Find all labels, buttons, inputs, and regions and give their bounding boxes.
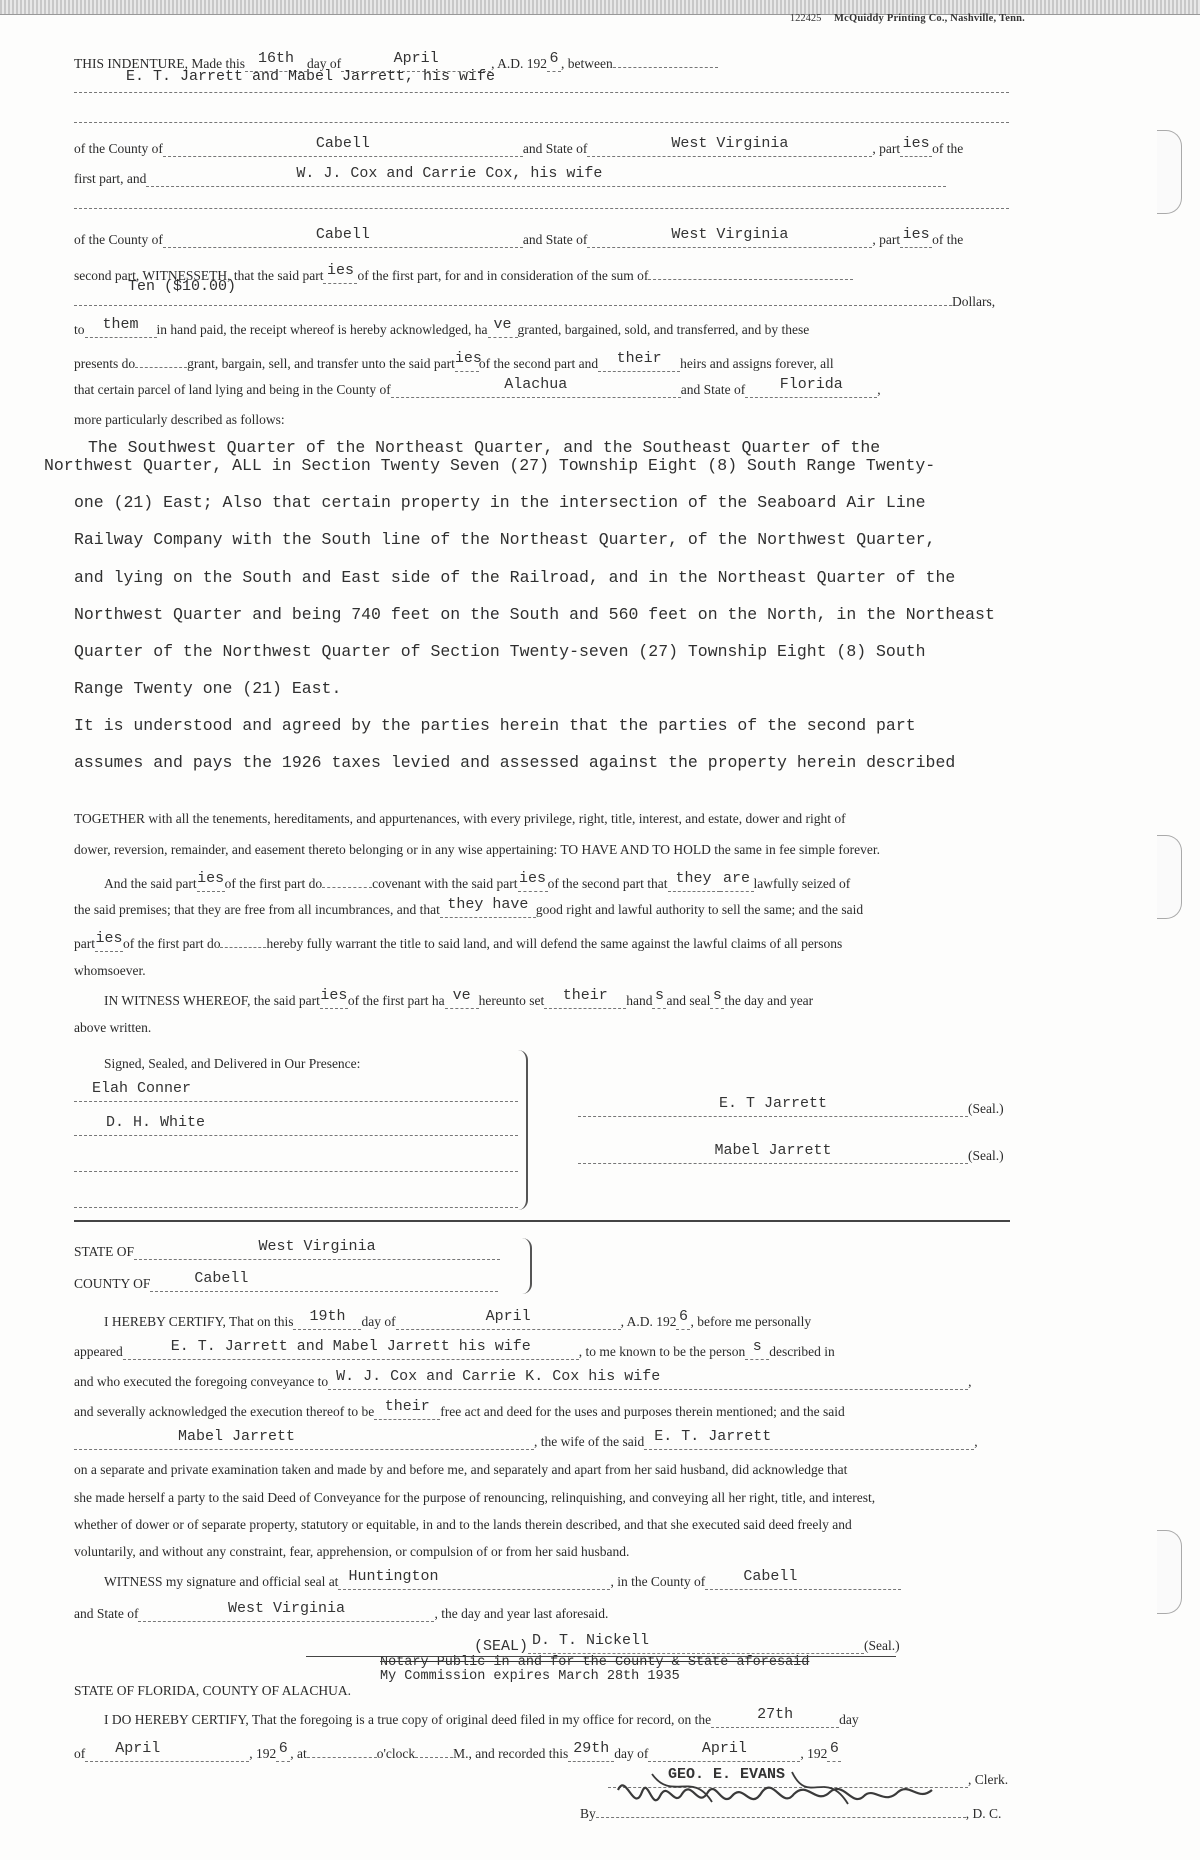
described-label: more particularly described as follows:	[74, 412, 285, 427]
second-party-county: Cabell	[315, 226, 370, 243]
venue-brace	[522, 1238, 532, 1294]
recording-day: 29th	[573, 1740, 610, 1757]
description-line: one (21) East; Also that certain property in the intersection of the Seaboard Air Line	[74, 493, 926, 512]
ack-county: Cabell	[194, 1270, 249, 1287]
ack-husband: E. T. Jarrett	[654, 1428, 772, 1445]
ack-state: West Virginia	[258, 1238, 376, 1255]
ack-state-2: West Virginia	[227, 1600, 345, 1617]
to-line: to them in hand paid, the receipt whereof is hereby acknowledged, ha ve granted, bargained, sold, and transferred, and by these	[74, 316, 810, 337]
notary-signature-line: (SEAL) D. T. Nickell (Seal.)	[474, 1632, 900, 1655]
indenture-year: 6	[549, 50, 559, 67]
witness-signature: Elah Conner	[92, 1080, 192, 1097]
signature-brace	[518, 1050, 528, 1210]
grantor-signature-line: E. T Jarrett (Seal.)	[578, 1101, 1004, 1117]
dollars-line: Dollars,	[74, 290, 995, 310]
second-party-line: first part, and W. J. Cox and Carrie Cox, his wife	[74, 171, 946, 187]
form-number: 122425	[789, 13, 822, 24]
witnesseth-line: second part, WITNESSETH, that the said part ies of the first part, for and in consideration of the sum of	[74, 264, 853, 284]
parcel-state: Florida	[779, 376, 843, 393]
deputy-clerk-line: By , D. C.	[580, 1802, 1001, 1822]
ack-place: Huntington	[348, 1568, 439, 1585]
ack-wife-line: Mabel Jarrett , the wife of the said E. T. Jarrett ,	[74, 1434, 978, 1450]
recording-filed-day: 27th	[757, 1706, 794, 1723]
recording-certify-line: I DO HEREBY CERTIFY, That the foregoing is a true copy of original deed filed in my office for record, on the 27th day	[104, 1706, 859, 1727]
covenant-line: partiesof the first part do hereby fully warrant the title to said land, and will defend the same against the lawful claims of all persons	[74, 930, 843, 951]
recording-month: April	[701, 1740, 747, 1757]
binder-punch-hole	[1157, 1530, 1182, 1614]
ack-state-2-line: and State of West Virginia , the day and year last aforesaid.	[74, 1600, 609, 1621]
description-line: Railway Company with the South line of the Northeast Quarter, of the Northwest Quarter,	[74, 530, 936, 549]
covenant-line: whomsoever.	[74, 963, 146, 978]
blank-rule	[74, 122, 1009, 123]
second-party-names: W. J. Cox and Carrie Cox, his wife	[296, 165, 603, 182]
printer-name: McQuiddy Printing Co., Nashville, Tenn.	[833, 13, 1025, 24]
description-line: Quarter of the Northwest Quarter of Section Twenty-seven (27) Township Eight (8) South	[74, 642, 926, 661]
notary-seal-prefix: (SEAL)	[474, 1638, 529, 1655]
ack-persons: E. T. Jarrett and Mabel Jarrett his wife	[170, 1338, 531, 1355]
together-clause: TOGETHER with all the tenements, hereditaments, and appurtenances, with every privilege, right, title, interest, and estate, dower and right of	[74, 811, 846, 826]
witness-signature: D. H. White	[106, 1114, 206, 1131]
witness-clause: IN WITNESS WHEREOF, the said partiesof the first part ha ve hereunto set their hand s and seal s the day and year	[104, 987, 814, 1008]
ack-month: April	[485, 1308, 531, 1325]
covenant-line: And the said partiesof the first part do covenant with the said parties of the second part that they are lawfully seized of	[104, 870, 851, 891]
ack-appeared-line: appeared E. T. Jarrett and Mabel Jarrett his wife , to me known to be the person s described in	[74, 1338, 835, 1359]
signature-stroke	[618, 1785, 932, 1800]
first-party-county-line: of the County of Cabell and State of West Virginia , part ies of the	[74, 135, 964, 156]
ack-wife: Mabel Jarrett	[178, 1428, 296, 1445]
description-line: and lying on the South and East side of the Railroad, and in the Northeast Quarter of the	[74, 568, 956, 587]
ack-paragraph: on a separate and private examination taken and made by and before me, and separately and apart from her said husband, did acknowledge that	[74, 1462, 848, 1477]
notary-rule	[306, 1656, 896, 1657]
ack-paragraph: she made herself a party to the said Deed of Conveyance for the purpose of renouncing, relinquishing, and conveying all her right, title, and interest,	[74, 1490, 876, 1505]
description-line: Range Twenty one (21) East.	[74, 679, 342, 698]
first-party-state: West Virginia	[671, 135, 789, 152]
description-line: Northwest Quarter, ALL in Section Twenty Seven (27) Township Eight (8) South Range Twenty-	[44, 456, 936, 475]
witness-signature-line	[74, 1156, 518, 1176]
indenture-month: April	[393, 50, 439, 67]
notary-commission: My Commission expires March 28th 1935	[380, 1669, 680, 1684]
consideration-amount: Ten ($10.00)	[128, 278, 237, 295]
ack-grantees: W. J. Cox and Carrie K. Cox his wife	[336, 1368, 661, 1385]
witness-signature-line	[74, 1080, 518, 1102]
clerk-line: GEO. E. EVANS , Clerk.	[608, 1772, 1008, 1788]
notary-name: D. T. Nickell	[532, 1632, 650, 1649]
grantor-signature: Mabel Jarrett	[714, 1142, 832, 1159]
presence-label: Signed, Sealed, and Delivered in Our Presence:	[104, 1056, 361, 1071]
ack-year: 6	[678, 1308, 688, 1325]
ack-day: 19th	[309, 1308, 346, 1325]
to-parties: them	[102, 316, 139, 333]
notary-title: Notary Public in and for the County & State aforesaid	[380, 1655, 810, 1670]
ack-paragraph: voluntarily, and without any constraint, fear, apprehension, or compulsion of or from her said husband.	[74, 1544, 630, 1559]
binder-punch-hole	[1157, 835, 1182, 919]
binder-punch-hole	[1157, 130, 1182, 214]
ack-severally-line: and severally acknowledged the execution thereof to be their free act and deed for the uses and purposes therein mentioned; and the said	[74, 1398, 845, 1419]
first-party-county: Cabell	[315, 135, 370, 152]
recording-header: STATE OF FLORIDA, COUNTY OF ALACHUA.	[74, 1683, 352, 1698]
description-line: assumes and pays the 1926 taxes levied and assessed against the property herein described	[74, 753, 956, 772]
covenant-line: the said premises; that they are free from all incumbrances, and that they have good right and lawful authority to sell the same; and the said	[74, 896, 864, 917]
ack-county-2: Cabell	[743, 1568, 798, 1585]
witness-signature-line	[74, 1192, 518, 1212]
first-party-names: E. T. Jarrett and Mabel Jarrett, his wife	[126, 68, 496, 85]
second-party-state: West Virginia	[671, 226, 789, 243]
grantor-signature-line: Mabel Jarrett (Seal.)	[578, 1148, 1004, 1164]
grantor-signature: E. T Jarrett	[718, 1095, 828, 1112]
description-line: Northwest Quarter and being 740 feet on the South and 560 feet on the North, in the Northeast	[74, 605, 995, 624]
indenture-day: 16th	[257, 50, 294, 67]
second-party-county-line: of the County of Cabell and State of West Virginia , part ies of the	[74, 226, 964, 247]
description-line: It is understood and agreed by the parties herein that the parties of the second part	[74, 716, 916, 735]
indenture-line: THIS INDENTURE, Made this 16th day of April , A.D. 192 6 , between	[74, 52, 718, 72]
ack-executed-line: and who executed the foregoing conveyance to W. J. Cox and Carrie K. Cox his wife ,	[74, 1368, 972, 1389]
parcel-county: Alachua	[504, 376, 568, 393]
recording-filed-month: April	[115, 1740, 161, 1757]
blank-rule	[74, 92, 1009, 93]
parcel-line: that certain parcel of land lying and being in the County of Alachua and State of Florida ,	[74, 376, 881, 397]
above-written: above written.	[74, 1020, 152, 1035]
ack-paragraph: whether of dower or of separate property, statutory or equitable, in and to the lands therein described, and that she executed said deed freely and	[74, 1517, 852, 1532]
presents-line: presents do grant, bargain, sell, and transfer unto the said partiesof the second part and their heirs and assigns forever, all	[74, 350, 834, 371]
ack-witness-line: WITNESS my signature and official seal at Huntington , in the County of Cabell	[104, 1574, 901, 1590]
description-line: The Southwest Quarter of the Northeast Quarter, and the Southeast Quarter of the	[88, 438, 881, 457]
section-divider	[74, 1220, 1010, 1222]
printer-imprint	[790, 13, 1025, 24]
clerk-name: GEO. E. EVANS	[668, 1766, 786, 1783]
together-clause: dower, reversion, remainder, and easement thereto belonging or in any wise appertaining: TO HAVE AND TO HOLD the same in fee simple forever.	[74, 842, 880, 857]
ack-state-line: STATE OF West Virginia	[74, 1244, 500, 1260]
witness-signature-line	[74, 1114, 518, 1136]
ack-county-line: COUNTY OF Cabell	[74, 1276, 498, 1292]
deputy-clerk-signature	[612, 1762, 942, 1822]
blank-rule	[74, 208, 1009, 209]
ack-certify-line: I HEREBY CERTIFY, That on this 19th day of April , A.D. 192 6 , before me personally	[104, 1308, 812, 1329]
recording-date-line: of April , 192 6 , at o'clock M., and recorded this 29th day of April , 192 6	[74, 1742, 841, 1762]
